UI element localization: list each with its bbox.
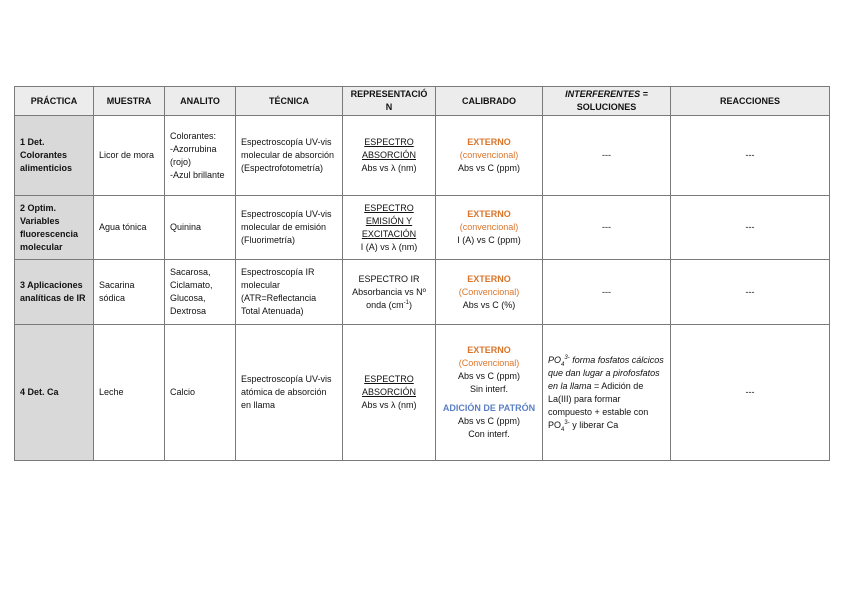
analito-cell	[165, 196, 236, 260]
analito-line: Calcio	[170, 387, 196, 397]
practica-cell: 1 Det. Colorantes alimenticios	[15, 116, 94, 196]
table-row	[15, 196, 830, 260]
cal-type: EXTERNO	[467, 345, 511, 355]
rep-title: ESPECTRO ABSORCIÓN	[361, 374, 416, 397]
interf-ion-text: PO	[548, 354, 562, 365]
analito-cell	[165, 260, 236, 325]
representacion-cell	[343, 116, 436, 196]
header-analito: ANALITO	[165, 87, 236, 116]
interf-ion-sup: 3-	[564, 354, 570, 361]
interferentes-cell: ---	[543, 196, 671, 260]
practica-cell: 4 Det. Ca	[15, 325, 94, 461]
rep-axes-2-text: onda (cm	[366, 299, 404, 310]
rep-title: ESPECTRO EMISIÓN Y EXCITACIÓN	[361, 202, 417, 239]
cal-sub: (Convencional)	[458, 358, 520, 368]
analito-cell	[165, 116, 236, 196]
header-interferentes	[543, 87, 671, 116]
header-rep-line2: N	[385, 102, 393, 112]
cal-sub: (Convencional)	[458, 286, 520, 297]
rep-title: ESPECTRO IR	[358, 273, 420, 284]
header-calibrado: CALIBRADO	[436, 87, 543, 116]
table-row	[15, 325, 830, 461]
analito-line: -Azorrubina (rojo)	[170, 143, 217, 167]
interferentes-cell: ---	[543, 116, 671, 196]
calibrado-cell	[436, 196, 543, 260]
practica-cell: 2 Optim. Variables fluorescencia molecular	[15, 196, 94, 260]
header-rep-line1: REPRESENTACIÓ	[350, 89, 428, 99]
rep-axes-2: onda $(cm^{-1})$	[366, 299, 412, 310]
cal-axes: Abs vs C (ppm)	[457, 371, 520, 381]
tecnica-cell: Espectroscopía UV-vis molecular de absorción (Espectrofotometría)	[236, 116, 343, 196]
analito-line: Dextrosa	[170, 306, 207, 316]
cal-sub: (convencional)	[459, 222, 519, 232]
analito-line: -Azul brillante	[170, 169, 225, 180]
analito-line: Colorantes:	[170, 130, 217, 141]
cal-type: EXTERNO	[467, 209, 511, 219]
table-row	[15, 260, 830, 325]
cal-type: EXTERNO	[467, 137, 511, 147]
rep-title: ESPECTRO ABSORCIÓN	[361, 137, 416, 160]
analito-line: Sacarosa,	[170, 267, 211, 277]
table-row	[15, 116, 830, 196]
reacciones-cell: ---	[671, 260, 830, 325]
cal-sub: (convencional)	[459, 150, 519, 160]
rep-axes: Abs vs λ (nm)	[361, 400, 417, 410]
reacciones-cell: ---	[671, 116, 830, 196]
interf-italic: forma fosfatos cálcicos que dan lugar a pirofosfatos en la llama	[548, 354, 664, 391]
interf-eq-sup: 3-	[564, 419, 570, 426]
header-interf-line2: SOLUCIONES	[576, 102, 637, 112]
reacciones-cell: ---	[671, 196, 830, 260]
representacion-cell	[343, 196, 436, 260]
interf-eq-sub: 4	[561, 426, 565, 433]
cal-axes: I (A) vs C (ppm)	[457, 235, 521, 245]
calibrado-cell	[436, 116, 543, 196]
practica-cell: 3 Aplicaciones analíticas de IR	[15, 260, 94, 325]
tecnica-cell: Espectroscopía UV-vis atómica de absorción en llama	[236, 325, 343, 461]
muestra-cell: Sacarina sódica	[94, 260, 165, 325]
header-practica: PRÁCTICA	[15, 87, 94, 116]
interf-ion	[548, 354, 570, 368]
practices-table	[14, 86, 830, 461]
header-representacion	[343, 87, 436, 116]
reacciones-cell: ---	[671, 325, 830, 461]
tecnica-cell: Espectroscopía IR molecular (ATR=Reflectancia Total Atenuada)	[236, 260, 343, 325]
interferentes-cell: ---	[543, 260, 671, 325]
muestra-cell: Licor de mora	[94, 116, 165, 196]
muestra-cell: Leche	[94, 325, 165, 461]
muestra-cell: Agua tónica	[94, 196, 165, 260]
analito-line: Quinina	[170, 222, 202, 232]
calibrado-cell	[436, 260, 543, 325]
cal-axes-2: Abs vs C (ppm)	[457, 416, 520, 426]
tecnica-cell: Espectroscopía UV-vis molecular de emisión (Fluorimetría)	[236, 196, 343, 260]
header-muestra: MUESTRA	[94, 87, 165, 116]
interf-ion-sub: 4	[561, 361, 565, 368]
header-tecnica: TÉCNICA	[236, 87, 343, 116]
representacion-cell	[343, 260, 436, 325]
calibrado-cell	[436, 325, 543, 461]
header-row	[15, 87, 830, 116]
analito-line: Ciclamato,	[170, 280, 213, 290]
cal-axes: Abs vs C (%)	[462, 299, 516, 310]
cal-note: Sin interf.	[469, 384, 509, 394]
representacion-cell	[343, 325, 436, 461]
rep-axes: Abs vs λ (nm)	[361, 163, 417, 173]
rep-axes: I (A) vs λ (nm)	[360, 241, 418, 252]
cal-type-2: ADICIÓN DE PATRÓN	[442, 403, 536, 413]
analito-cell	[165, 325, 236, 461]
interferentes-cell	[543, 325, 671, 461]
cal-type: EXTERNO	[467, 273, 511, 284]
cal-note-2: Con interf.	[468, 429, 510, 439]
interf-end: y liberar Ca	[569, 419, 619, 430]
header-reacciones: REACCIONES	[671, 87, 830, 116]
header-interf-line1: INTERFERENTES =	[565, 89, 648, 99]
rep-axes-2-exp: -1	[403, 299, 409, 306]
rep-axes-1: Absorbancia vs Nº	[352, 286, 426, 297]
analito-line: Glucosa,	[170, 293, 206, 303]
cal-axes: Abs vs C (ppm)	[457, 163, 520, 173]
interf-eq: = Adición de La(III) para formar compuesto + estable con PO	[548, 380, 649, 430]
